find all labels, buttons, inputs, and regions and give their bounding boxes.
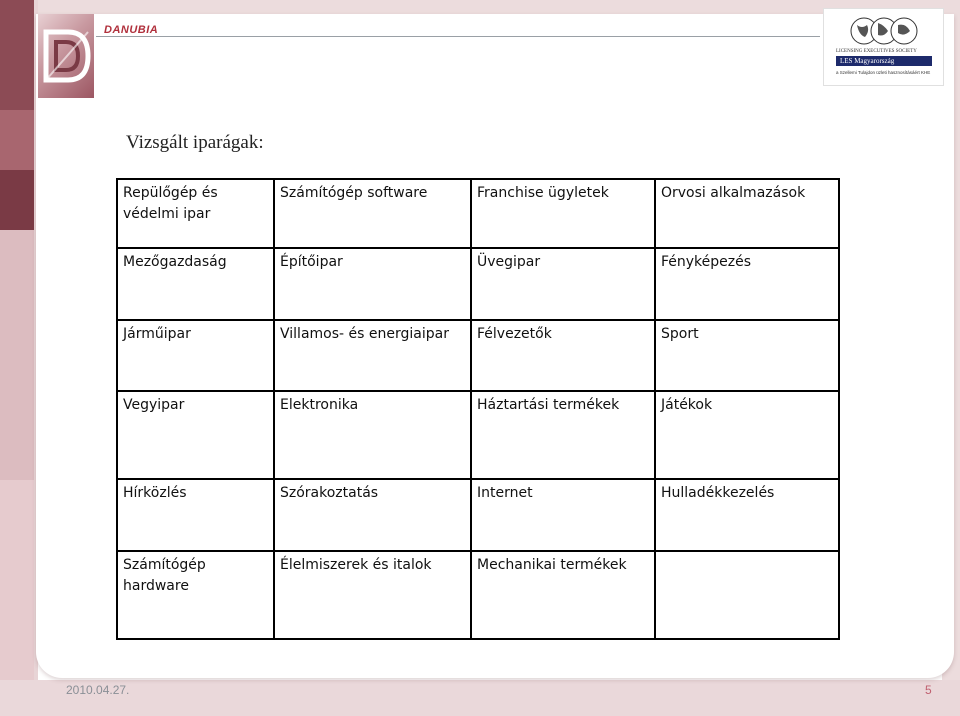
table-row <box>117 320 839 391</box>
table-cell: Számítógép hardware <box>117 551 274 639</box>
table-row <box>117 391 839 479</box>
table-cell: Háztartási termékek <box>471 391 655 479</box>
brand-name: DANUBIA <box>104 24 159 36</box>
table-cell: Sport <box>655 320 839 391</box>
table-row <box>117 479 839 551</box>
table-cell: Mezőgazdaság <box>117 248 274 320</box>
decor-stripe <box>0 230 34 480</box>
industries-table <box>116 178 840 640</box>
table-cell: Játékok <box>655 391 839 479</box>
decor-stripe <box>0 0 34 110</box>
table-cell: Vegyipar <box>117 391 274 479</box>
table-cell: Élelmiszerek és italok <box>274 551 471 639</box>
frame-bottom <box>0 680 960 716</box>
page-number: 5 <box>925 683 932 697</box>
les-band <box>836 56 932 66</box>
table-cell: Hulladékkezelés <box>655 479 839 551</box>
table-cell: Számítógép software <box>274 179 471 248</box>
table-cell: Repülőgép és védelmi ipar <box>117 179 274 248</box>
les-caption-top: LICENSING EXECUTIVES SOCIETY <box>836 49 917 54</box>
decor-stripe <box>0 480 34 680</box>
table-cell: Félvezetők <box>471 320 655 391</box>
table-cell: Hírközlés <box>117 479 274 551</box>
table-cell: Építőipar <box>274 248 471 320</box>
table-cell: Orvosi alkalmazások <box>655 179 839 248</box>
decor-stripe <box>0 170 34 230</box>
footer-date: 2010.04.27. <box>66 683 130 697</box>
les-band-text: LES Magyarország <box>840 57 895 65</box>
les-globe-icon <box>824 9 943 49</box>
table-row <box>117 248 839 320</box>
table-cell <box>655 551 839 639</box>
page-title: Vizsgált iparágak: <box>126 132 264 153</box>
table-cell: Villamos- és energiaipar <box>274 320 471 391</box>
table-cell: Elektronika <box>274 391 471 479</box>
table-row <box>117 179 839 248</box>
decor-stripe <box>0 110 34 170</box>
table-cell: Fényképezés <box>655 248 839 320</box>
table-cell: Járműipar <box>117 320 274 391</box>
les-caption-bottom: a Szellemi Tulajdon üzleti hasznosításáért KHE <box>836 70 931 75</box>
les-logo <box>823 8 944 86</box>
danubia-logo-icon <box>38 14 94 98</box>
table-cell: Szórakoztatás <box>274 479 471 551</box>
table-cell: Üvegipar <box>471 248 655 320</box>
table-cell: Franchise ügyletek <box>471 179 655 248</box>
header-divider <box>96 36 820 37</box>
table-cell: Mechanikai termékek <box>471 551 655 639</box>
danubia-logo <box>38 14 94 98</box>
table-cell: Internet <box>471 479 655 551</box>
table-row <box>117 551 839 639</box>
